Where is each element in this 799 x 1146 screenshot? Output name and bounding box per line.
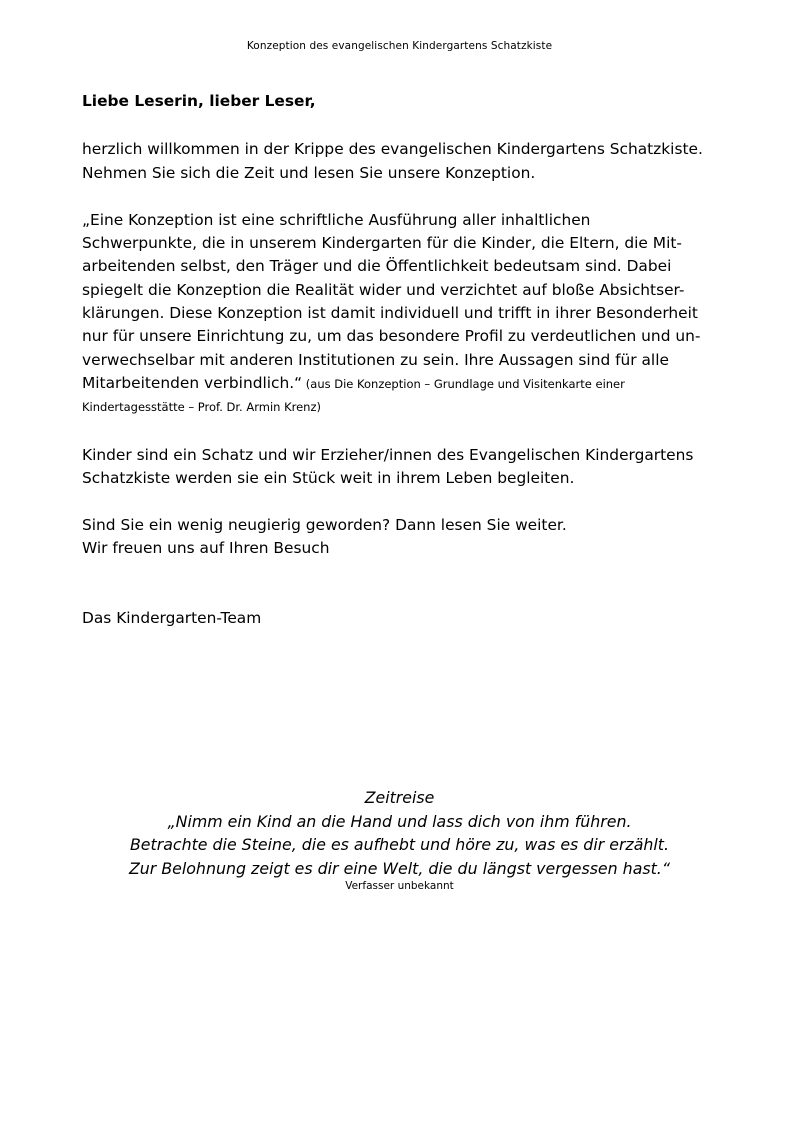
quote-line: arbeitenden selbst, den Träger und die Öffentlichkeit bedeutsam sind. Dabei <box>82 257 672 276</box>
quote-line: „Eine Konzeption ist eine schriftliche Ausführung aller inhaltlichen <box>82 210 591 229</box>
quote-line: klärungen. Diese Konzeption ist damit individuell und trifft in ihrer Besonderheit <box>82 304 698 323</box>
intro-line: Nehmen Sie sich die Zeit und lesen Sie unsere Konzeption. <box>82 163 536 182</box>
poem-author: Verfasser unbekannt <box>345 880 454 892</box>
letter-body <box>82 90 722 630</box>
poem-line: Betrachte die Steine, die es aufhebt und höre zu, was es dir erzählt. <box>129 835 670 854</box>
quote-line: spiegelt die Konzeption die Realität wider und verzichtet auf bloße Absichtser- <box>82 280 685 299</box>
greeting: Liebe Leserin, lieber Leser, <box>82 92 316 110</box>
treasure-line: Schatzkiste werden sie ein Stück weit in ihrem Leben begleiten. <box>82 468 575 487</box>
quote-source: (aus Die Konzeption – Grundlage und Visitenkarte einer <box>302 376 625 391</box>
quote-source-continued: Kindertagesstätte – Prof. Dr. Armin Krenz) <box>82 400 321 415</box>
invite-line: Wir freuen uns auf Ihren Besuch <box>82 539 330 558</box>
treasure-line: Kinder sind ein Schatz und wir Erzieher/innen des Evangelischen Kindergartens <box>82 445 694 464</box>
quote-line-with-source <box>82 372 722 396</box>
poem-block <box>0 786 799 893</box>
intro-line: herzlich willkommen in der Krippe des evangelischen Kindergartens Schatzkiste. <box>82 140 703 159</box>
quote-paragraph <box>82 209 722 420</box>
page-header: Konzeption des evangelischen Kindergartens Schatzkiste <box>246 40 553 52</box>
invite-line: Sind Sie ein wenig neugierig geworden? Dann lesen Sie weiter. <box>82 516 567 535</box>
poem-line: „Nimm ein Kind an die Hand und lass dich von ihm führen. <box>167 811 632 831</box>
quote-line: verwechselbar mit anderen Institutionen zu sein. Ihre Aussagen sind für alle <box>82 350 669 369</box>
signoff: Das Kindergarten-Team <box>82 608 262 627</box>
quote-last-line: Mitarbeitenden verbindlich.“ <box>82 373 303 392</box>
treasure-paragraph <box>82 444 722 491</box>
poem-title: Zeitreise <box>364 788 435 807</box>
poem-line: Zur Belohnung zeigt es dir eine Welt, die du längst vergessen hast.“ <box>128 858 671 878</box>
quote-line: Schwerpunkte, die in unserem Kindergarten für die Kinder, die Eltern, die Mit- <box>82 234 682 253</box>
quote-line: nur für unsere Einrichtung zu, um das besondere Profil zu verdeutlichen und un- <box>82 327 701 346</box>
invite-paragraph <box>82 514 722 561</box>
intro-paragraph <box>82 138 722 185</box>
